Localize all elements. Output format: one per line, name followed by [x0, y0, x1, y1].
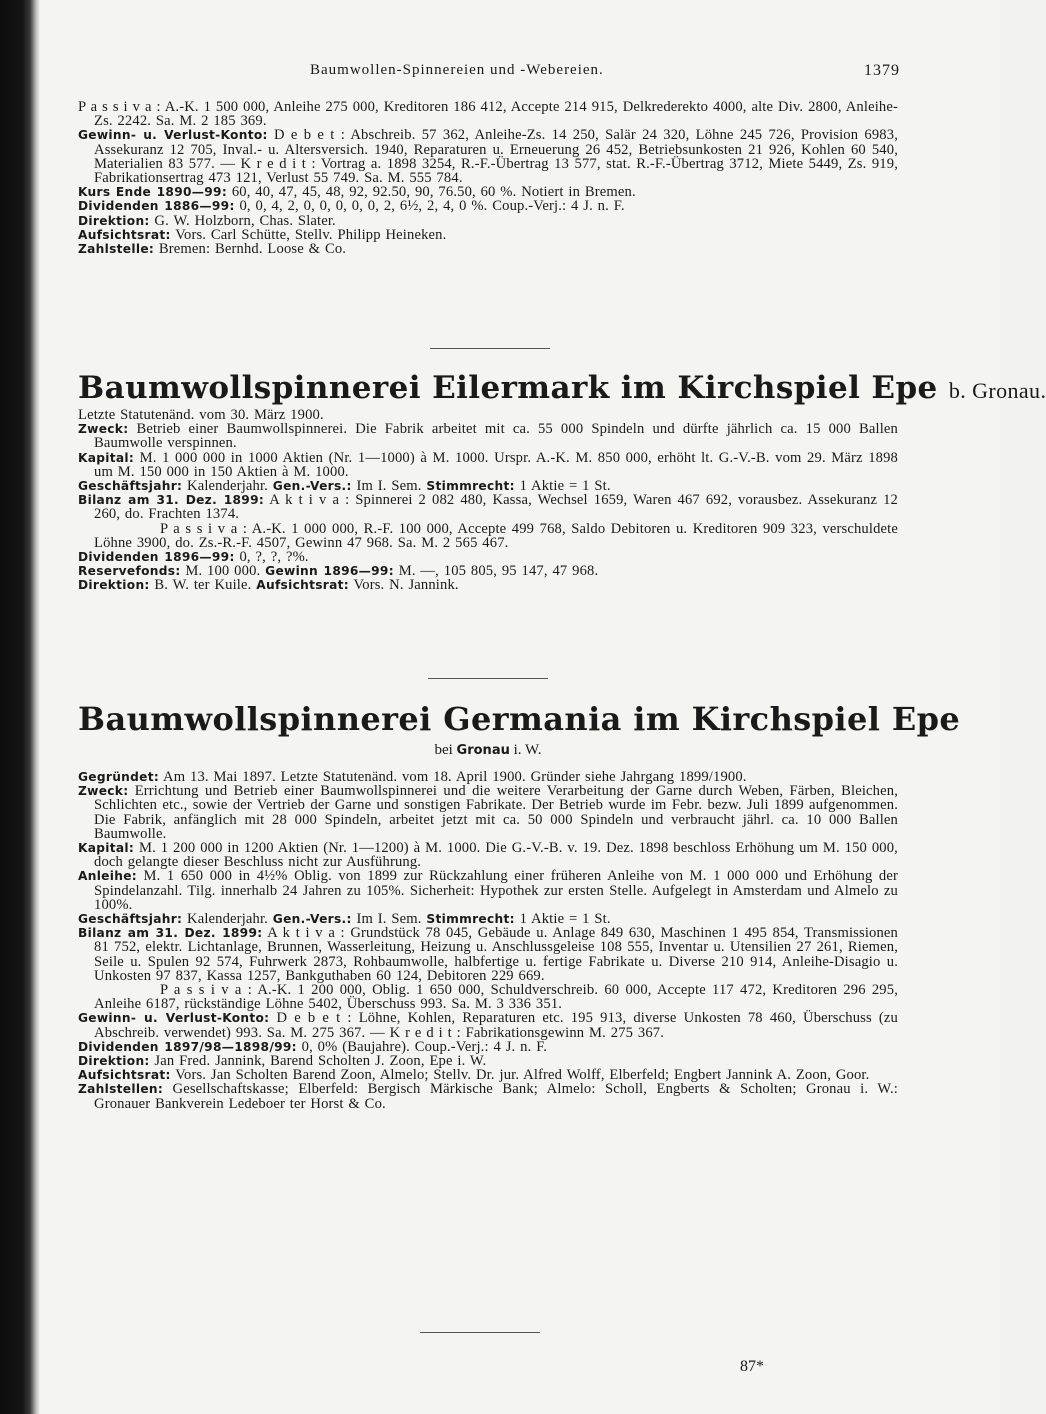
field-label: Anleihe:: [78, 869, 137, 884]
field-label: Aufsichtsrat:: [256, 578, 349, 593]
entry-paragraph: [78, 1040, 898, 1054]
entry-paragraph: [78, 451, 898, 479]
field-text: Kalenderjahr.: [187, 911, 268, 928]
field-label: Gen.-Vers.:: [272, 912, 352, 927]
field-text: Vors. N. Jannink.: [353, 577, 459, 594]
field-label: Dividenden 1896—99:: [78, 550, 235, 565]
field-text: Vors. Jan Scholten Barend Zoon, Almelo; Stellv. Dr. jur. Alfred Wolff, Elberfeld; Engbert Jannink A. Zoon, Goor.: [175, 1067, 870, 1084]
field-label: Gen.-Vers.:: [272, 479, 352, 494]
field-text: Im I. Sem.: [356, 478, 422, 495]
field-label: Gewinn- u. Verlust-Konto:: [78, 1011, 270, 1026]
field-text: Jan Fred. Jannink, Barend Scholten J. Zoon, Epe i. W.: [154, 1053, 487, 1070]
heading-title: Baumwollspinnerei Germania im Kirchspiel Epe: [78, 700, 961, 738]
field-text: 0, ?, ?, ?%.: [239, 549, 309, 566]
field-text: Im I. Sem.: [356, 911, 422, 928]
field-label: Kapital:: [78, 841, 135, 856]
separator-rule: [428, 678, 548, 679]
field-label: Aufsichtsrat:: [78, 227, 171, 242]
entry-paragraph: [78, 1068, 898, 1082]
entry-paragraph: [78, 578, 898, 592]
germania-entry: [78, 770, 898, 1111]
entry-paragraph: [78, 564, 898, 578]
field-label: Dividenden 1886—99:: [78, 199, 235, 214]
field-text: D e b e t : Abschreib. 57 362, Anleihe-Zs. 14 250, Salär 24 320, Löhne 245 726, Provision 6983, Assekuranz 12 705, Inval.- u. Altersversich. 1940, Reparaturen u. Erneuerung 26 452, Betriebsunkosten 21 926, Kohlen 60 540, Materialien 83 577. — K r e d i t : Vortrag a. 1898 3254, R.-F.-Übertrag 13 577, stat. R.-F.-Übertrag 3712, Miete 5449, Zs. 919, Fabrikationsertrag 473 121, Verlust 55 749. Sa. M. 555 784.: [94, 127, 898, 187]
field-text: Kalenderjahr.: [187, 478, 268, 495]
heading-suffix: b. Gronau.: [948, 378, 1046, 403]
entry-paragraph: [78, 1082, 898, 1110]
separator-rule: [420, 1332, 540, 1333]
field-text: P a s s i v a : A.-K. 1 200 000, Oblig. 1 650 000, Schuldverschreib. 60 000, Accepte 117 472, Kreditoren 296 295, Anleihe 6187, rückständige Löhne 5402, Überschuss 993. Sa. M. 3 336 351.: [94, 982, 898, 1013]
top-entry: [78, 100, 898, 256]
entry-paragraph: [78, 550, 898, 564]
entry-paragraph: [78, 408, 898, 422]
entry-paragraph: [78, 128, 898, 185]
field-label: Zahlstellen:: [78, 1082, 164, 1097]
field-text: 1 Aktie = 1 St.: [519, 911, 611, 928]
entry-paragraph: [78, 100, 898, 128]
field-label: Bilanz am 31. Dez. 1899:: [78, 493, 265, 508]
field-text: 0, 0% (Baujahre). Coup.-Verj.: 4 J. n. F.: [301, 1038, 548, 1055]
entry-paragraph: [78, 242, 898, 256]
subheading-place: Gronau: [456, 743, 510, 758]
entry-paragraph: [78, 1054, 898, 1068]
field-label: Reservefonds:: [78, 564, 181, 579]
field-text: P a s s i v a : A.-K. 1 500 000, Anleihe 275 000, Kreditoren 186 412, Accepte 214 915, Delkrederekto 4000, alte Div. 2800, Anleihe-Zs. 2242. Sa. M. 2 185 369.: [78, 99, 898, 130]
field-label: Aufsichtsrat:: [78, 1068, 171, 1083]
field-text: M. 1 200 000 in 1200 Aktien (Nr. 1—1200) à M. 1000. Die G.-V.-B. v. 19. Dez. 1898 beschloss Erhöhung um M. 150 000, doch gelangte dieser Beschluss nicht zur Ausführung.: [94, 840, 898, 871]
field-text: 1 Aktie = 1 St.: [519, 478, 611, 495]
field-text: Letzte Statutenänd. vom 30. März 1900.: [78, 407, 324, 423]
field-text: Betrieb einer Baumwollspinnerei. Die Fabrik arbeitet mit ca. 55 000 Spindeln und dürfte jährlich ca. 15 000 Ballen Baumwolle verspinnen.: [94, 421, 898, 452]
field-text: M. 1 650 000 in 4½% Oblig. von 1899 zur Rückzahlung einer früheren Anleihe von M. 1 000 000 und Erhöhung der Spindelanzahl. Tilg. innerhalb 24 Jahren zu 105%. Sicherheit: Hypothek zur ersten Stelle. Aufgelegt in Amsterdam und Almelo zu 100%.: [94, 868, 898, 913]
entry-paragraph: [78, 983, 898, 1011]
field-text: M. 1 000 000 in 1000 Aktien (Nr. 1—1000) à M. 1000. Urspr. A.-K. M. 850 000, erhöht lt. G.-V.-B. vom 29. März 1898 um M. 150 000 in 150 Aktien à M. 1000.: [94, 449, 898, 480]
field-label: Zweck:: [78, 422, 129, 437]
field-text: M. —, 105 805, 95 147, 47 968.: [398, 563, 599, 580]
field-label: Dividenden 1897/98—1898/99:: [78, 1039, 297, 1054]
page-number: 1379: [864, 62, 900, 79]
entry-paragraph: [78, 841, 898, 869]
entry-paragraph: [78, 199, 898, 213]
entry-paragraph: [78, 1011, 898, 1039]
field-text: B. W. ter Kuile.: [154, 577, 252, 594]
field-text: Errichtung und Betrieb einer Baumwollspinnerei und die weitere Verarbeitung der Garne durch Weben, Färben, Bleichen, Schlichten etc., sowie der Vertrieb der Garne und sonstigen Fabrikate. Der Betrieb wurde im Febr. bezw. Juli 1899 aufgenommen. Die Fabrik, anfänglich mit 28 000 Spindeln, arbeitet jetzt mit ca. 50 000 Spindeln und verbraucht jährl. ca. 10 000 Ballen Baumwolle.: [94, 783, 898, 842]
entry-paragraph: [78, 214, 898, 228]
field-text: G. W. Holzborn, Chas. Slater.: [154, 212, 336, 229]
entry-paragraph: [78, 493, 898, 521]
entry-paragraph: [78, 228, 898, 242]
field-label: Stimmrecht:: [426, 912, 515, 927]
entry-paragraph: [78, 185, 898, 199]
entry-paragraph: [78, 869, 898, 912]
section-heading-germania: [78, 700, 961, 738]
field-text: Vors. Carl Schütte, Stellv. Philipp Heineken.: [175, 226, 447, 243]
field-label: Gewinn 1896—99:: [265, 564, 394, 579]
field-text: P a s s i v a : A.-K. 1 000 000, R.-F. 100 000, Accepte 499 768, Saldo Debitoren u. Kreditoren 909 323, verschuldete Löhne 3900, do. Zs.-R.-F. 4507, Gewinn 47 968. Sa. M. 2 565 467.: [94, 520, 898, 551]
entry-paragraph: [78, 912, 898, 926]
field-label: Direktion:: [78, 1054, 150, 1069]
eilermark-entry: [78, 408, 898, 593]
field-label: Kurs Ende 1890—99:: [78, 185, 227, 200]
field-label: Kapital:: [78, 450, 135, 465]
running-title: Baumwollen-Spinnereien und -Webereien.: [310, 62, 604, 78]
field-text: 0, 0, 4, 2, 0, 0, 0, 0, 0, 2, 6½, 2, 4, 0 %. Coup.-Verj.: 4 J. n. F.: [239, 198, 625, 215]
separator-rule: [430, 348, 550, 349]
field-label: Direktion:: [78, 213, 150, 228]
section-heading-eilermark: [78, 370, 1046, 406]
entry-paragraph: [78, 522, 898, 550]
signature-mark: 87*: [740, 1358, 764, 1375]
entry-paragraph: [78, 926, 898, 983]
field-text: A k t i v a : Grundstück 78 045, Gebäude u. Anlage 849 630, Maschinen 1 495 854, Transmissionen 81 752, elektr. Lichtanlage, Brunnen, Wasserleitung, Heizung u. Anschlussgeleise 108 555, Inventar u. Utensilien 27 261, Riemen, Seile u. Spulen 92 574, Fuhrwerk 2873, Rohbaumwolle, halbfertige u. fertige Fabrikate u. Diverse 210 914, Anleihe-Disagio u. Unkosten 97 837, Kassa 1257, Bankguthaben 60 124, Debitoren 229 669.: [94, 925, 898, 984]
entry-paragraph: [78, 784, 898, 841]
field-text: M. 100 000.: [185, 563, 261, 580]
field-label: Geschäftsjahr:: [78, 479, 183, 494]
binding-edge: [0, 0, 40, 1414]
field-label: Gewinn- u. Verlust-Konto:: [78, 128, 268, 143]
field-label: Stimmrecht:: [426, 479, 515, 494]
field-label: Zweck:: [78, 784, 129, 799]
field-text: D e b e t : Löhne, Kohlen, Reparaturen etc. 195 913, diverse Unkosten 78 460, Überschuss (zu Abschreib. verwendet) 993. Sa. M. 275 367. — K r e d i t : Fabrikationsgewinn M. 275 367.: [94, 1010, 898, 1041]
field-text: Bremen: Bernhd. Loose & Co.: [158, 241, 347, 258]
field-text: Gesellschaftskasse; Elberfeld: Bergisch Märkische Bank; Almelo: Scholl, Engberts & Scholten; Gronau i. W.: Gronauer Bankverein Ledeboer ter Horst & Co.: [94, 1081, 898, 1112]
entry-paragraph: [78, 770, 898, 784]
field-label: Direktion:: [78, 578, 150, 593]
entry-paragraph: [78, 479, 898, 493]
field-text: A k t i v a : Spinnerei 2 082 480, Kassa, Wechsel 1659, Waren 467 692, vorausbez. Assekuranz 12 260, do. Frachten 1374.: [94, 492, 898, 523]
heading-title: Baumwollspinnerei Eilermark im Kirchspiel Epe: [78, 370, 938, 406]
field-text: Am 13. Mai 1897. Letzte Statutenänd. vom 18. April 1900. Gründer siehe Jahrgang 1899/1900.: [163, 769, 747, 785]
field-label: Bilanz am 31. Dez. 1899:: [78, 926, 263, 941]
subheading-pre: bei: [434, 742, 453, 758]
field-label: Geschäftsjahr:: [78, 912, 183, 927]
field-label: Zahlstelle:: [78, 242, 155, 257]
subheading-post: i. W.: [513, 742, 542, 758]
field-label: Gegründet:: [78, 770, 160, 784]
field-text: 60, 40, 47, 45, 48, 92, 92.50, 90, 76.50, 60 %. Notiert in Bremen.: [231, 184, 636, 201]
entry-paragraph: [78, 422, 898, 450]
section-subheading-germania: [78, 742, 898, 759]
